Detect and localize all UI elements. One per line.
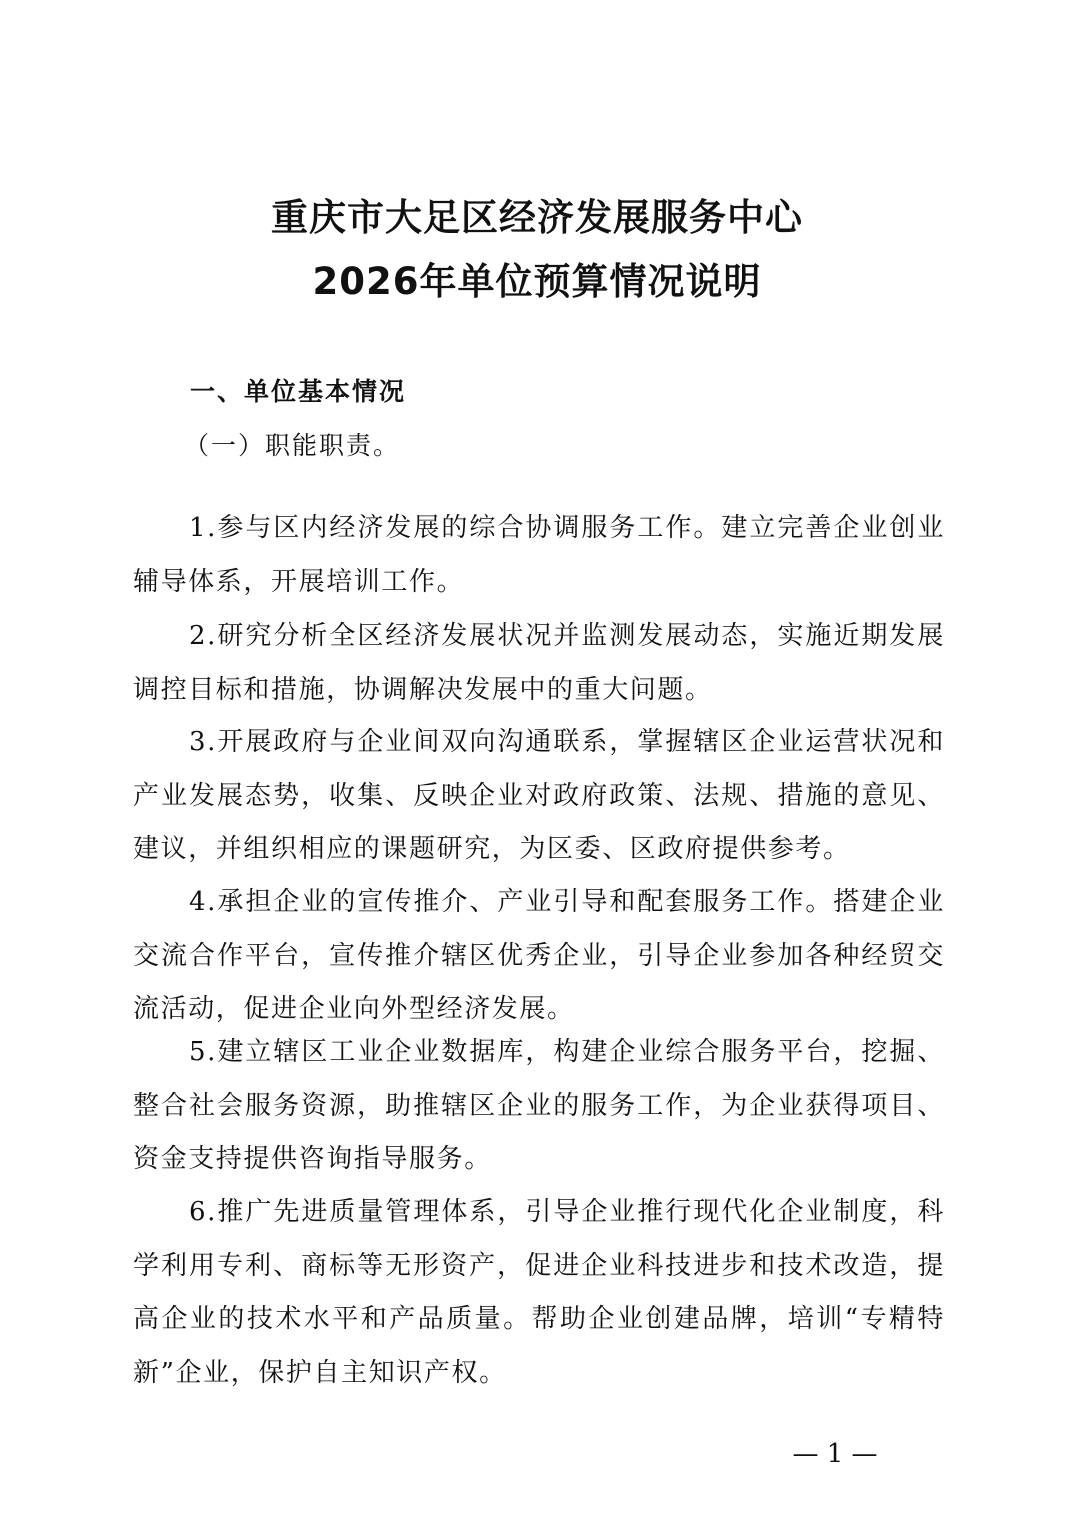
document-title-line-2: 2026年单位预算情况说明 xyxy=(312,260,762,303)
paragraph-4: 4.承担企业的宣传推介、产业引导和配套服务工作。搭建企业交流合作平台，宣传推介辖区优秀企业，引导企业参加各种经贸交流活动，促进企业向外型经济发展。 xyxy=(133,887,945,1024)
document-title-line-1: 重庆市大足区经济发展服务中心 xyxy=(271,196,803,239)
paragraph-2: 2.研究分析全区经济发展状况并监测发展动态，实施近期发展调控目标和措施，协调解决发展中的重大问题。 xyxy=(133,621,945,705)
section-heading: 一、单位基本情况 xyxy=(190,377,407,406)
paragraph-3: 3.开展政府与企业间双向沟通联系，掌握辖区企业运营状况和产业发展态势，收集、反映企业对政府政策、法规、措施的意见、建议，并组织相应的课题研究，为区委、区政府提供参考。 xyxy=(133,727,945,864)
page-number: — 1 — xyxy=(792,1439,878,1469)
subsection-heading: （一）职能职责。 xyxy=(184,431,401,460)
paragraph-6: 6.推广先进质量管理体系，引导企业推行现代化企业制度，科学利用专利、商标等无形资产，促进企业科技进步和技术改造，提高企业的技术水平和产品质量。帮助企业创建品牌，培训“专精特新”企业，保护自主知识产权。 xyxy=(133,1197,945,1388)
paragraph-1: 1.参与区内经济发展的综合协调服务工作。建立完善企业创业辅导体系，开展培训工作。 xyxy=(133,513,945,597)
paragraph-5: 5.建立辖区工业企业数据库，构建企业综合服务平台，挖掘、整合社会服务资源，助推辖区企业的服务工作，为企业获得项目、资金支持提供咨询指导服务。 xyxy=(133,1037,945,1174)
